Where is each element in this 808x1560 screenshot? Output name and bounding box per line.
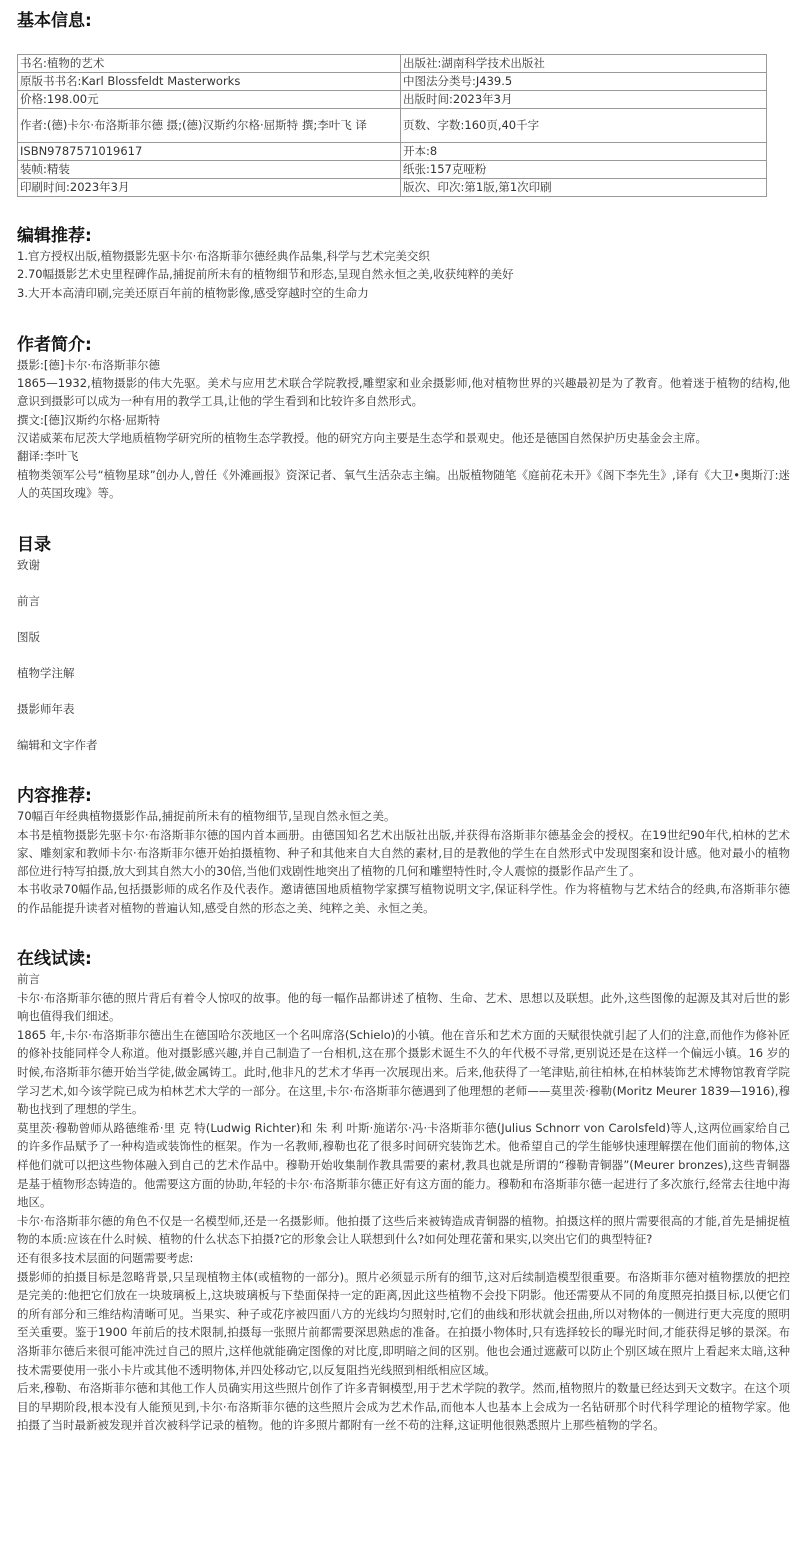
content-paragraph: 70幅百年经典植物摄影作品,捕捉前所未有的植物细节,呈现自然永恒之美。 [17,809,396,824]
list-item: 2.70幅摄影艺术史里程碑作品,捕捉前所未有的植物细节和形态,呈现自然永恒之美,收获纯粹的美好 [17,267,514,282]
toc-item: 前言 [17,594,40,609]
table-row [18,161,767,179]
toc-item: 图版 [17,630,40,645]
table-of-contents-section [17,534,790,754]
content-recommendation-section [17,785,790,917]
basic-info-heading: 基本信息: [17,11,92,31]
print-date-cell: 印刷时间:2023年3月 [18,179,401,197]
paper-cell: 纸张:157克哑粉 [401,161,767,179]
format-cell: 开本:8 [401,143,767,161]
toc-item: 编辑和文字作者 [17,738,98,753]
content-paragraph: 本书是植物摄影先驱卡尔·布洛斯菲尔德的国内首本画册。由德国知名艺术出版社出版,并获得布洛斯菲尔德基金会的授权。在19世纪90年代,柏林的艺术家、雕刻家和教师卡尔·布洛斯菲尔德开始拍摄植物、种子和其他来自大自然的素材,目的是教他的学生在自然形式中发现图案和设计感。他对最小的植物部位进行特写拍摄,放大到其自然大小的30倍,当他们戏剧性地突出了植物的几何和雕塑特性时,令人震惊的摄影作品产生了。 [17,827,790,879]
publish-date-cell: 出版时间:2023年3月 [401,91,767,109]
authors-cell: 作者:(德)卡尔·布洛斯菲尔德 摄;(德)汉斯约尔格·屈斯特 撰;李叶飞 译 [18,109,401,143]
preview-paragraph: 还有很多技术层面的问题需要考虑: [17,1250,194,1265]
content-recommendation-heading: 内容推荐: [17,786,92,807]
isbn-cell: ISBN9787571019617 [18,143,401,161]
preview-paragraph: 后来,穆勒、布洛斯菲尔德和其他工作人员确实用这些照片创作了许多青铜模型,用于艺术学院的教学。然而,植物照片的数量已经达到天文数字。在这个项目的早期阶段,根本没有人能预见到,卡尔·布洛斯菲尔德的这些照片会成为艺术作品,而他本人也基本上会成为一名钻研那个时代科学理论的植物学家。他拍摄了当时最新被发现并首次被科学记录的植物。他的许多照片都附有一丝不苟的注释,这证明他很熟悉照片上那些植物的学名。 [17,1381,790,1433]
preview-paragraph: 卡尔·布洛斯菲尔德的照片背后有着令人惊叹的故事。他的每一幅作品都讲述了植物、生命、艺术、思想以及联想。此外,这些图像的起源及其对后世的影响也值得我们细述。 [17,990,790,1024]
online-preview-heading: 在线试读: [17,949,92,970]
table-row [18,109,767,143]
table-row [18,91,767,109]
content-paragraph: 本书收录70幅作品,包括摄影师的成名作及代表作。邀请德国地质植物学家撰写植物说明文字,保证科学性。作为将植物与艺术结合的经典,布洛斯菲尔德的作品能提升读者对植物的普遍认知,感受自然的形态之美、纯粹之美、永恒之美。 [17,882,790,915]
author-intro-heading: 作者简介: [17,334,92,355]
author-paragraph: 撰文:[德]汉斯约尔格·屈斯特 [17,412,161,427]
table-row [18,143,767,161]
list-item: 1.官方授权出版,植物摄影先驱卡尔·布洛斯菲尔德经典作品集,科学与艺术完美交织 [17,249,430,263]
editor-recommendation-section [17,225,790,302]
price-cell: 价格:198.00元 [18,91,401,109]
toc-item: 致谢 [17,558,40,573]
original-title-cell: 原版书书名:Karl Blossfeldt Masterworks [18,73,401,91]
basic-info-table [17,54,767,197]
author-intro-section [17,334,790,502]
author-paragraph: 翻译:李叶飞 [17,449,79,464]
toc-heading: 目录 [17,535,51,556]
toc-item: 植物学注解 [17,666,75,681]
binding-cell: 装帧:精装 [18,161,401,179]
basic-info-section [17,0,790,197]
preview-paragraph: 莫里茨·穆勒曾师从路德维希·里 克 特(Ludwig Richter)和 朱 利 叶斯·施诺尔·冯·卡洛斯菲尔德(Julius Schnorr von Carolsfeld)等人,这两位画家给自己的许多作品赋予了一种构造或装饰性的框架。作为一名教师,穆勒也花了很多时间研究装饰艺术。他希望自己的学生能够快速理解摆在他们面前的物体,这样他们就可以把这些物体融入到自己的艺术作品中。穆勒开始收集制作教具需要的素材,教具也就是所谓的“穆勒青铜器”(Meurer bronzes),这些青铜器是基于植物形态铸造的。他需要这方面的协助,年轻的卡尔·布洛斯菲尔德正好有这方面的能力。穆勒和布洛斯菲尔德一起进行了多次旅行,经常去往地中海地区。 [17,1120,790,1210]
classification-cell: 中图法分类号:J439.5 [401,73,767,91]
online-preview-section [17,948,790,1435]
book-title-cell: 书名:植物的艺术 [18,55,401,73]
author-paragraph: 汉诺威莱布尼茨大学地质植物学研究所的植物生态学教授。他的研究方向主要是生态学和景观史。他还是德国自然保护历史基金会主席。 [17,431,707,446]
editor-recommendation-heading: 编辑推荐: [17,226,92,246]
table-row [18,179,767,197]
preview-paragraph: 卡尔·布洛斯菲尔德的角色不仅是一名模型师,还是一名摄影师。他拍摄了这些后来被铸造成青铜器的植物。拍摄这样的照片需要很高的才能,首先是捕捉植物的本质:应该在什么时候、植物的什么状态下拍摄?它的形象会让人联想到什么?如何处理花蕾和果实,以突出它们的典型特征? [17,1213,790,1247]
table-row [18,73,767,91]
author-paragraph: 植物类领军公号“植物星球”创办人,曾任《外滩画报》资深记者、氧气生活杂志主编。出版植物随笔《庭前花未开》《阁下李先生》,译有《大卫•奥斯汀:迷人的英国玫瑰》等。 [17,467,790,500]
table-row [18,55,767,73]
preview-paragraph: 1865 年,卡尔·布洛斯菲尔德出生在德国哈尔茨地区一个名叫席洛(Schielo)的小镇。他在音乐和艺术方面的天赋很快就引起了人们的注意,而他作为修补匠的修补技能同样令人称道。他对摄影感兴趣,并自己制造了一台相机,这在那个摄影术诞生不久的年代极不寻常,更别说还是在这样一个偏远小镇。16 岁的时候,布洛斯菲尔德开始当学徒,做金属铸工。此时,他非凡的艺术才华再一次展现出来。后来,他获得了一笔津贴,前往柏林,在柏林装饰艺术博物馆教育学院学习艺术,如今该学院已成为柏林艺术大学的一部分。在这里,卡尔·布洛斯菲尔德遇到了他理想的老师——莫里茨·穆勒(Moritz Meurer 1839—1916),穆勒也找到了理想的学生。 [17,1027,790,1117]
preview-paragraph: 前言 [17,972,40,987]
toc-item: 摄影师年表 [17,702,75,717]
preview-paragraph: 摄影师的拍摄目标是忽略背景,只呈现植物主体(或植物的一部分)。照片必须显示所有的细节,这对后续制造模型很重要。布洛斯菲尔德对植物摆放的把控是完美的:他把它们放在一块玻璃板上,这块玻璃板与下垫面保持一定的距离,因此这些植物不会投下阴影。他还需要从不同的角度照亮拍摄目标,以便它们的所有部分和三维结构清晰可见。当果实、种子或花序被四面八方的光线均匀照射时,它们的曲线和形状就会扭曲,所以对物体的一侧进行更大亮度的照明至关重要。鉴于1900 年前后的技术限制,拍摄每一张照片前都需要深思熟虑的准备。在拍摄小物体时,只有选择较长的曝光时间,才能获得足够的景深。布洛斯菲尔德后来很可能冲洗过自己的照片,这样他就能确定图像的对比度,即明暗之间的区别。他也会通过遮蔽可以防止个别区域在照片上看起来太暗,这种技术需要使用一张小卡片或其他不透明物体,并四处移动它,以反复阻挡光线照到相纸相应区域。 [17,1269,790,1377]
list-item: 3.大开本高清印刷,完美还原百年前的植物影像,感受穿越时空的生命力 [17,285,369,300]
author-paragraph: 摄影:[德]卡尔·布洛斯菲尔德 [17,357,161,372]
pages-words-cell: 页数、字数:160页,40千字 [401,109,767,143]
edition-cell: 版次、印次:第1版,第1次印刷 [401,179,767,197]
publisher-cell: 出版社:湖南科学技术出版社 [401,55,767,73]
author-paragraph: 1865—1932,植物摄影的伟大先驱。美术与应用艺术联合学院教授,雕塑家和业余摄影师,他对植物世界的兴趣最初是为了教育。他着迷于植物的结构,他意识到摄影可以成为一种有用的教学工具,让他的学生看到和比较许多自然形式。 [17,376,790,409]
